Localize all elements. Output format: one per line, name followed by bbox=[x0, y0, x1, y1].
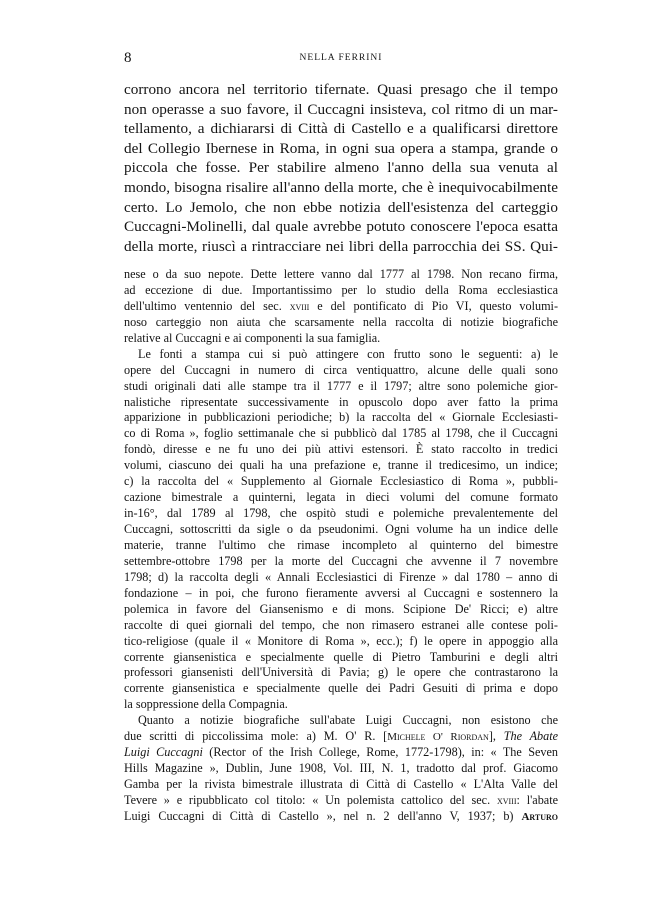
note-text: Luigi Cuccagni di Città di Castello », nel n. 2 dell'anno V, 1937; b) bbox=[124, 808, 522, 823]
note-line bbox=[124, 299, 558, 315]
note-line: corrente giansenistica e specialmente quelle dei Padri Gesuiti di prima e dopo bbox=[124, 681, 558, 696]
main-text-line: della morte, riuscì a rintracciare nei libri della parrocchia dei SS. Qui- bbox=[124, 237, 558, 255]
note-line: relative al Cuccagni e ai componenti la sua famiglia. bbox=[124, 330, 381, 345]
note-line bbox=[124, 729, 558, 745]
footnotes bbox=[124, 267, 558, 825]
note-line: polemica in favore del Giansenismo e di mons. Scipione De' Ricci; e) altre bbox=[124, 601, 558, 616]
note-line: professori giansenisti dell'Università di Pavia; g) le opere che contrastarono la bbox=[124, 665, 558, 680]
note-line: 1798; d) la raccolta degli « Annali Ecclesiastici di Firenze » dal 1780 – anno di bbox=[124, 569, 558, 584]
main-text-line: Cuccagni-Molinelli, dal quale avrebbe potuto conoscere l'epoca esatta bbox=[124, 218, 558, 236]
main-text-line: tellamento, a dichiararsi di Città di Castello e a qualificarsi direttore bbox=[124, 120, 558, 138]
author-small-caps: Michele O' Riordan bbox=[387, 731, 489, 744]
note-text: (Rector of the Irish College, Rome, 1772-1798), in: « The Seven bbox=[202, 745, 558, 760]
main-text-line: piccola che fosse. Per stabilire almeno l'anno della sua venuta al bbox=[124, 159, 558, 177]
main-text bbox=[124, 80, 558, 256]
page-header bbox=[124, 50, 558, 70]
note-line: raccolte di quei giornali del tempo, che non rimasero estranei alle contese poli- bbox=[124, 617, 558, 632]
note-line: Quanto a notizie biografiche sull'abate Luigi Cuccagni, non esistono che bbox=[138, 713, 558, 728]
title-italic: Luigi Cuccagni bbox=[124, 745, 203, 760]
note-text: e del pontificato di Pio VI, questo volumi- bbox=[309, 298, 558, 313]
century-small-caps: xviii bbox=[289, 300, 310, 313]
note-line: nalistiche ripresentate successivamente in opuscolo dopo aver fatto la prima bbox=[124, 394, 558, 409]
note-line: c) la raccolta del « Supplemento al Giornale Ecclesiastico di Roma », pubbli- bbox=[124, 474, 558, 489]
note-line: in-16°, dal 1789 al 1798, che ospitò studi e polemiche prevalentemente del bbox=[124, 506, 558, 521]
note-line: corrente giansenistica e specialmente quelle di Pietro Tamburini e degli altri bbox=[124, 649, 558, 664]
note-line: apparizione in pubblicazioni periodiche; b) la raccolta del « Giornale Ecclesiasti- bbox=[124, 410, 558, 425]
note-line: Hills Magazine », Dublin, June 1908, Vol. III, N. 1, tradotto dal prof. Giacomo bbox=[124, 761, 558, 776]
century-small-caps: xviii bbox=[496, 794, 517, 807]
note-text: ], bbox=[488, 729, 504, 744]
note-line: settembre-ottobre 1798 per la morte del Cuccagni che avvenne il 7 novembre bbox=[124, 553, 558, 568]
note-line bbox=[124, 745, 558, 761]
note-line: opere del Cuccagni in numero di circa ventiquattro, alcune delle quali sono bbox=[124, 362, 558, 377]
author-small-caps: Arturo bbox=[521, 810, 558, 823]
note-line: Cuccagni, sottoscritti da sigle o da pseudonimi. Ogni volume ha un indice delle bbox=[124, 522, 558, 536]
note-line: ad eccezione di due. Importantissimo per lo studio della Roma ecclesiastica bbox=[124, 282, 558, 297]
note-line: tico-religiose (quale il « Monitore di Roma », ecc.); f) le opere in appoggio alla bbox=[124, 633, 558, 648]
main-text-line: mondo, bisogna risalire all'anno della morte, che è inequivocabilmente bbox=[124, 178, 558, 196]
note-line: la soppressione della Compagnia. bbox=[124, 697, 288, 712]
note-line: Gamba per la rivista bimestrale illustrata di Città di Castello « L'Alta Valle del bbox=[124, 777, 558, 791]
note-line: fondò, diresse e ne fu uno dei più attivi estensori. È stato raccolto in tredici bbox=[124, 442, 558, 457]
note-line: cazione bimestrale a quinterni, legata in dieci volumi del comune formato bbox=[124, 490, 558, 505]
note-line bbox=[124, 793, 558, 809]
note-line: materie, tranne l'ultimo che rimase incompleto al quinterno del bimestre bbox=[124, 537, 558, 552]
main-text-line: non operasse a suo favore, il Cuccagni insisteva, col ritmo di un mar- bbox=[124, 100, 558, 118]
running-head: NELLA FERRINI bbox=[299, 53, 383, 63]
note-text: : l'abate bbox=[516, 792, 558, 807]
note-line: Le fonti a stampa cui si può attingere con frutto sono le seguenti: a) le bbox=[138, 346, 558, 361]
note-text: due scritti di piccolissima mole: a) M. O' R. [ bbox=[124, 729, 388, 744]
note-text: dell'ultimo ventennio del sec. bbox=[124, 298, 290, 313]
note-line: studi originali dati alle stampe tra il 1777 e il 1797; altre sono polemiche gior- bbox=[124, 378, 558, 393]
main-text-line: certo. Lo Jemolo, che non ebbe notizia dell'esistenza del carteggio bbox=[124, 198, 558, 216]
note-line: volumi, ciascuno dei quali ha una prefazione e, tranne il tredicesimo, un indice; bbox=[124, 458, 558, 473]
main-text-line: corrono ancora nel territorio tifernate. Quasi presago che il tempo bbox=[124, 81, 558, 98]
note-line bbox=[124, 809, 558, 825]
title-italic: The Abate bbox=[503, 729, 558, 744]
note-text: Tevere » e ripubblicato col titolo: « Un polemista cattolico del sec. bbox=[124, 792, 497, 807]
note-line: fondazione – in poi, che furono fieramente avversi al Cuccagni e sostennero la bbox=[124, 585, 558, 600]
note-line: co di Roma », foglio settimanale che si pubblicò dal 1785 al 1798, che il Cuccagni bbox=[124, 426, 558, 441]
page-number: 8 bbox=[124, 50, 132, 66]
note-line: noso carteggio non aiuta che scarsamente nella raccolta di notizie biografiche bbox=[124, 314, 558, 329]
main-text-line: del Collegio Ibernese in Roma, in ogni sua opera a stampa, grande o bbox=[124, 139, 558, 157]
note-line: nese o da suo nepote. Dette lettere vanno dal 1777 al 1798. Non recano firma, bbox=[124, 267, 558, 281]
